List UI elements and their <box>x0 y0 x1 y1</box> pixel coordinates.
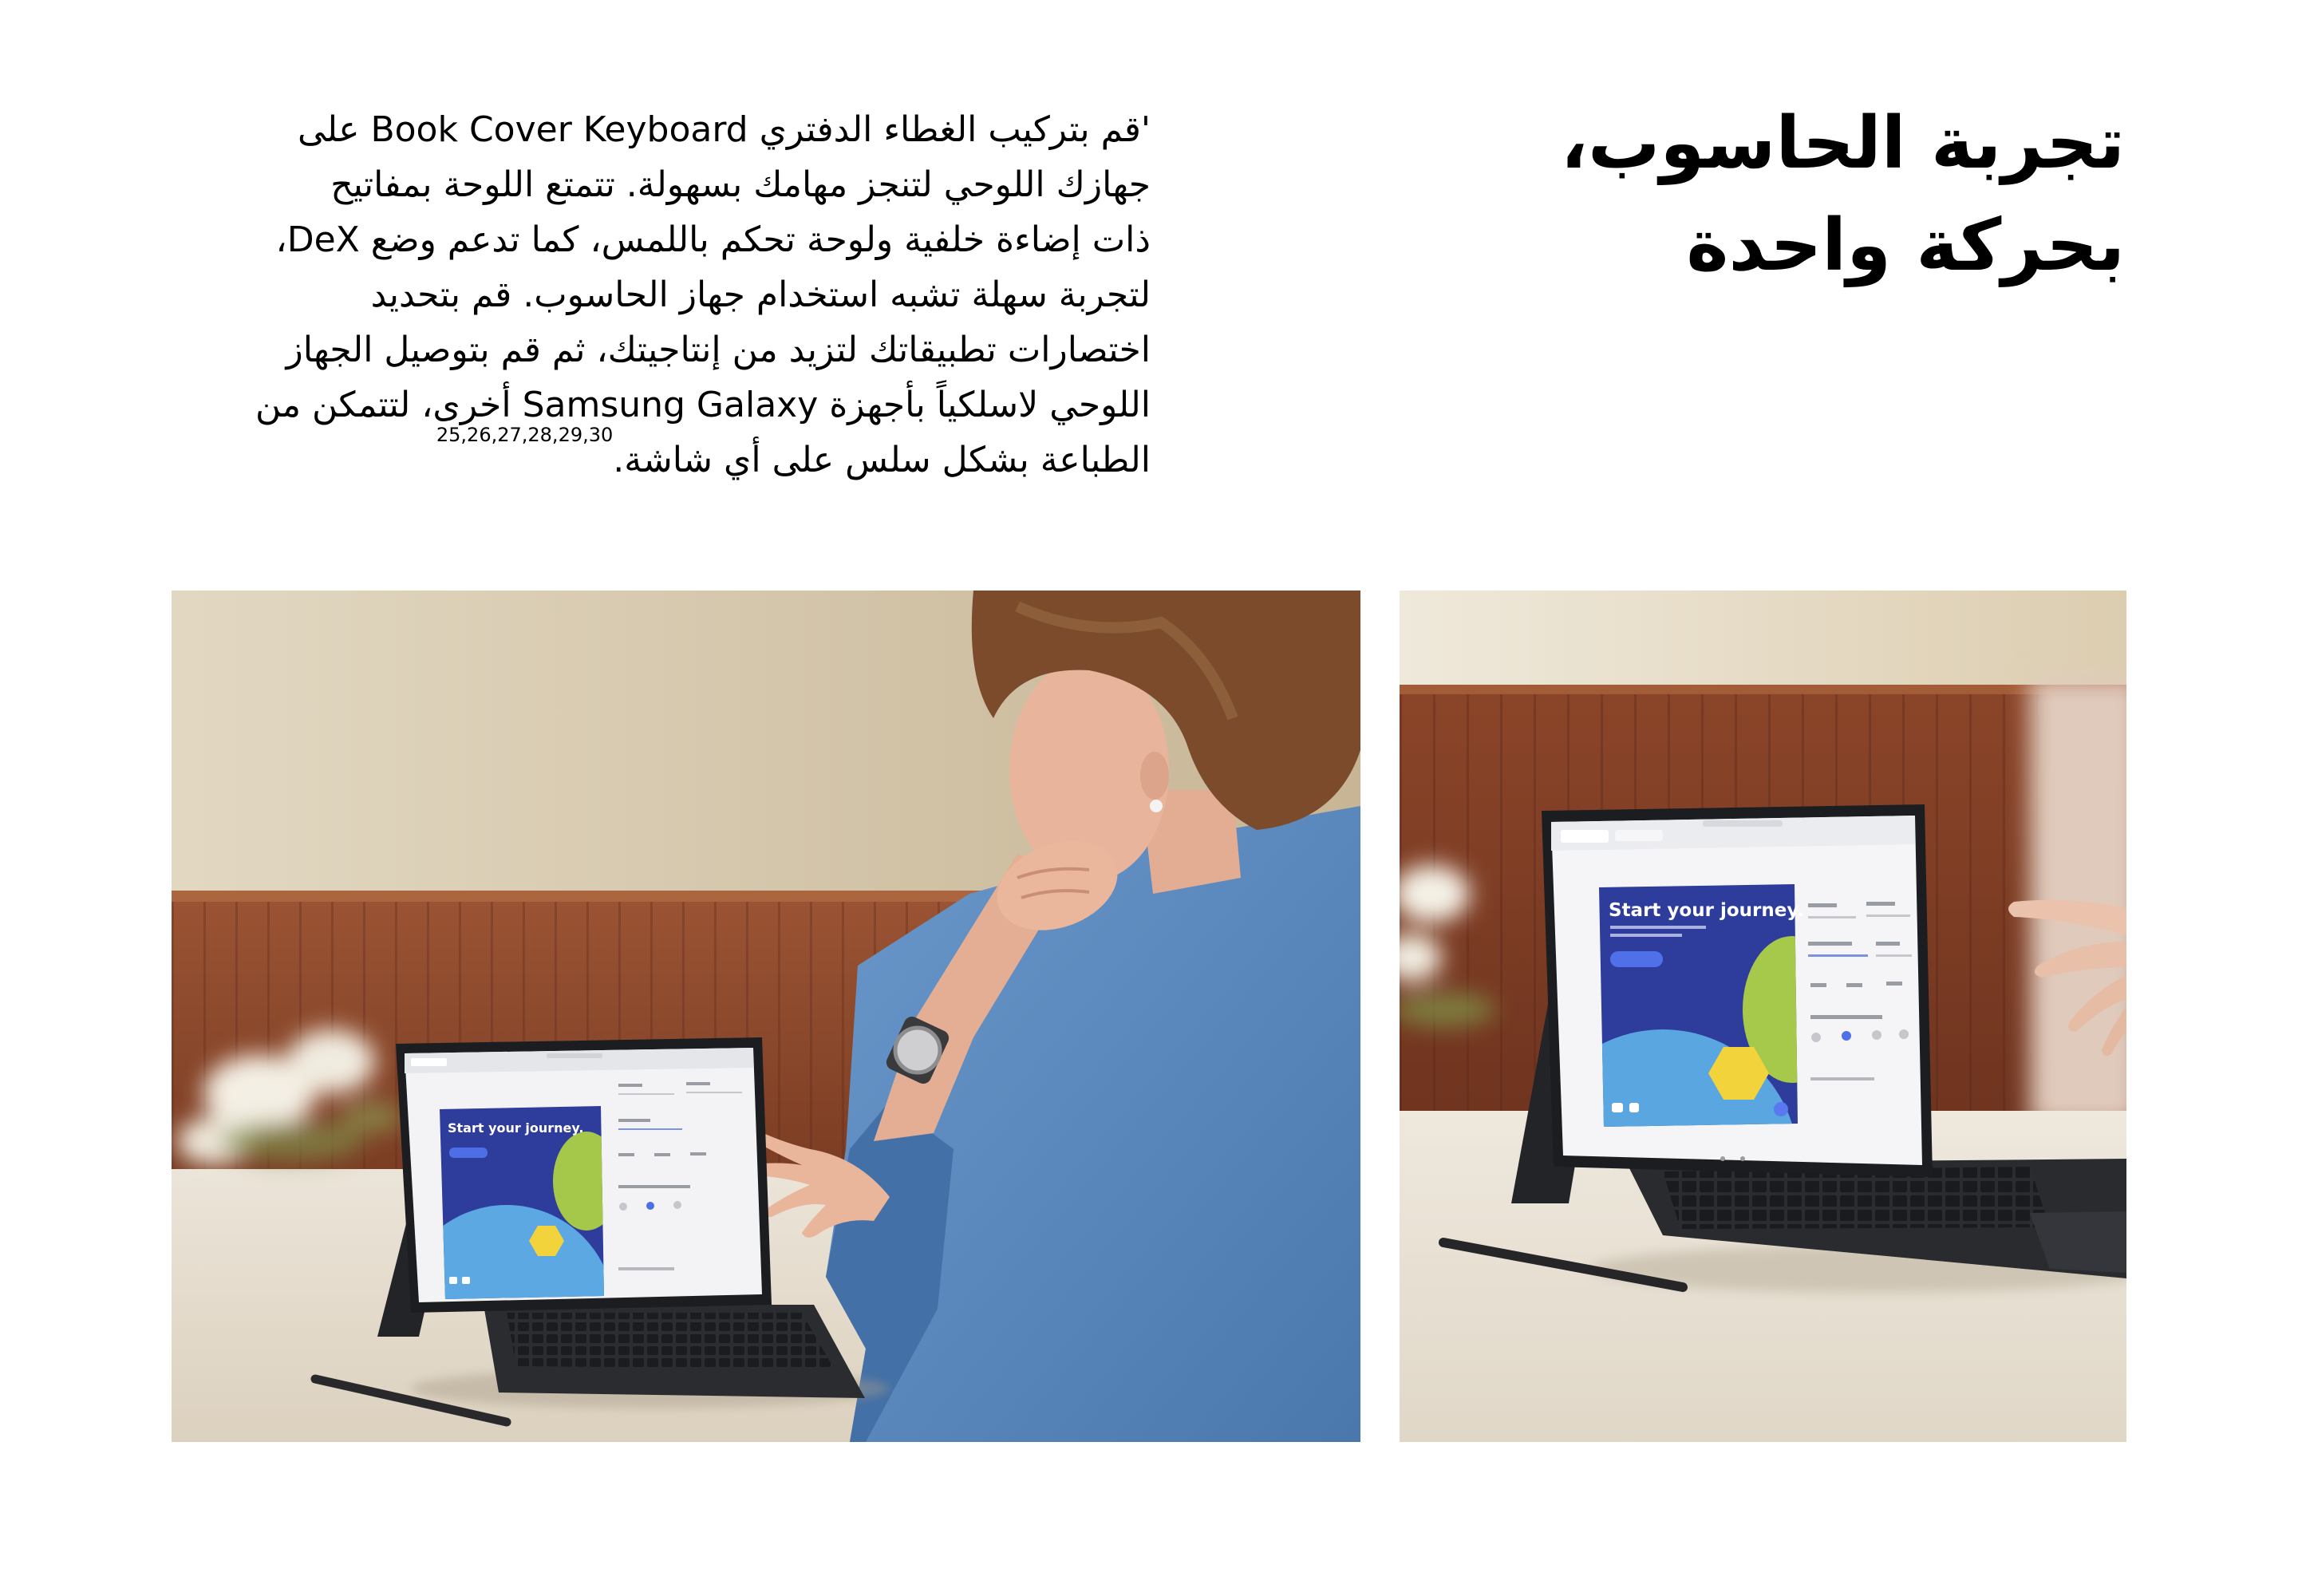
flower-blob <box>287 1029 375 1093</box>
form-option <box>619 1203 627 1211</box>
address-bar <box>547 1053 602 1058</box>
keyboard-keys <box>1663 1167 2050 1229</box>
form-line <box>1876 954 1912 957</box>
description-line: لتجربة سهلة تشبه استخدام جهاز الحاسوب. قم بتحديد <box>370 275 1151 315</box>
screen-card-round-button <box>1774 1102 1788 1116</box>
lifestyle-photo-woman-using-tablet <box>172 591 1360 1442</box>
photo-left-canvas <box>172 591 1360 1442</box>
screen-card-subtext <box>1610 934 1682 937</box>
wristwatch <box>895 1028 940 1073</box>
description-line: 'قم بتركيب الغطاء الدفتري Book Cover Keyboard على <box>297 109 1151 150</box>
form-line <box>686 1092 742 1093</box>
form-label <box>686 1082 710 1085</box>
form-label <box>1808 903 1837 907</box>
form-label <box>1810 1077 1874 1080</box>
browser-tab <box>1615 830 1663 841</box>
form-label <box>1876 942 1900 946</box>
form-line <box>618 1093 674 1095</box>
wood-paneling-rail <box>1400 685 2126 694</box>
form-label <box>1866 902 1895 906</box>
form-label <box>1808 942 1852 946</box>
section-heading-line: تجربة الحاسوب، <box>1560 101 2125 185</box>
earring <box>1150 800 1163 812</box>
description-line: الطباعة بشكل سلس على أي شاشة. <box>613 440 1151 480</box>
screen-card-icon <box>462 1277 470 1284</box>
form-line <box>1808 954 1868 957</box>
form-option <box>1872 1030 1881 1040</box>
leaves-blob <box>339 1101 403 1133</box>
address-bar <box>1703 820 1783 827</box>
form-label <box>618 1185 690 1188</box>
form-line <box>618 1128 682 1130</box>
form-option <box>1899 1029 1909 1039</box>
photo-right-canvas <box>1400 591 2126 1442</box>
lifestyle-photo-tablet-closeup <box>1400 591 2126 1442</box>
form-line <box>1866 915 1910 917</box>
section-heading <box>1561 93 2125 297</box>
description-line: جهازك اللوحي لتنجز مهامك بسهولة. تتمتع اللوحة بمفاتيح <box>330 164 1151 205</box>
screen-card-icon <box>1629 1103 1639 1112</box>
leaves-blob <box>219 1122 363 1160</box>
form-label <box>690 1152 706 1156</box>
screen-card-subtext <box>1610 926 1706 929</box>
description-last-line <box>191 424 1151 488</box>
form-label <box>618 1153 634 1156</box>
description-line: اللوحي لاسلكياً بأجهزة Samsung Galaxy أخرى، لتتمكن من <box>255 385 1151 425</box>
ear <box>1140 752 1169 800</box>
form-option <box>1811 1033 1821 1042</box>
form-line <box>1808 916 1856 918</box>
form-option <box>646 1202 654 1210</box>
form-label <box>1810 983 1826 987</box>
description-line: ذات إضاءة خلفية ولوحة تحكم باللمس، كما تدعم وضع DeX، <box>275 219 1151 260</box>
nav-dot <box>1740 1156 1745 1161</box>
browser-tab <box>411 1058 447 1066</box>
form-label <box>654 1153 670 1156</box>
screen-card-icon <box>1612 1103 1623 1112</box>
screen-card-button <box>449 1148 488 1158</box>
screen-card-button <box>1610 951 1663 967</box>
screen-card-title: Start your journey. <box>1609 900 1804 921</box>
nav-dot <box>1720 1156 1725 1161</box>
footnote-refs: 25,26,27,28,29,30 <box>436 424 614 447</box>
form-label <box>618 1084 642 1087</box>
camera-notch <box>1727 808 1739 813</box>
form-label <box>618 1119 650 1122</box>
screen-card-icon <box>449 1277 457 1284</box>
form-label <box>1886 982 1902 986</box>
section-heading-line: بحركة واحدة <box>1686 203 2125 287</box>
form-label <box>1846 983 1862 987</box>
description-line: اختصارات تطبيقاتك لتزيد من إنتاجيتك، ثم قم بتوصيل الجهاز <box>286 330 1151 370</box>
form-option <box>673 1201 681 1209</box>
form-option <box>1842 1031 1851 1041</box>
browser-tab <box>1561 830 1609 843</box>
section-description <box>191 102 1151 488</box>
form-label <box>1810 1015 1882 1019</box>
keyboard-keys <box>507 1313 834 1369</box>
form-label <box>618 1267 674 1270</box>
screen-card-title: Start your journey. <box>448 1120 584 1136</box>
